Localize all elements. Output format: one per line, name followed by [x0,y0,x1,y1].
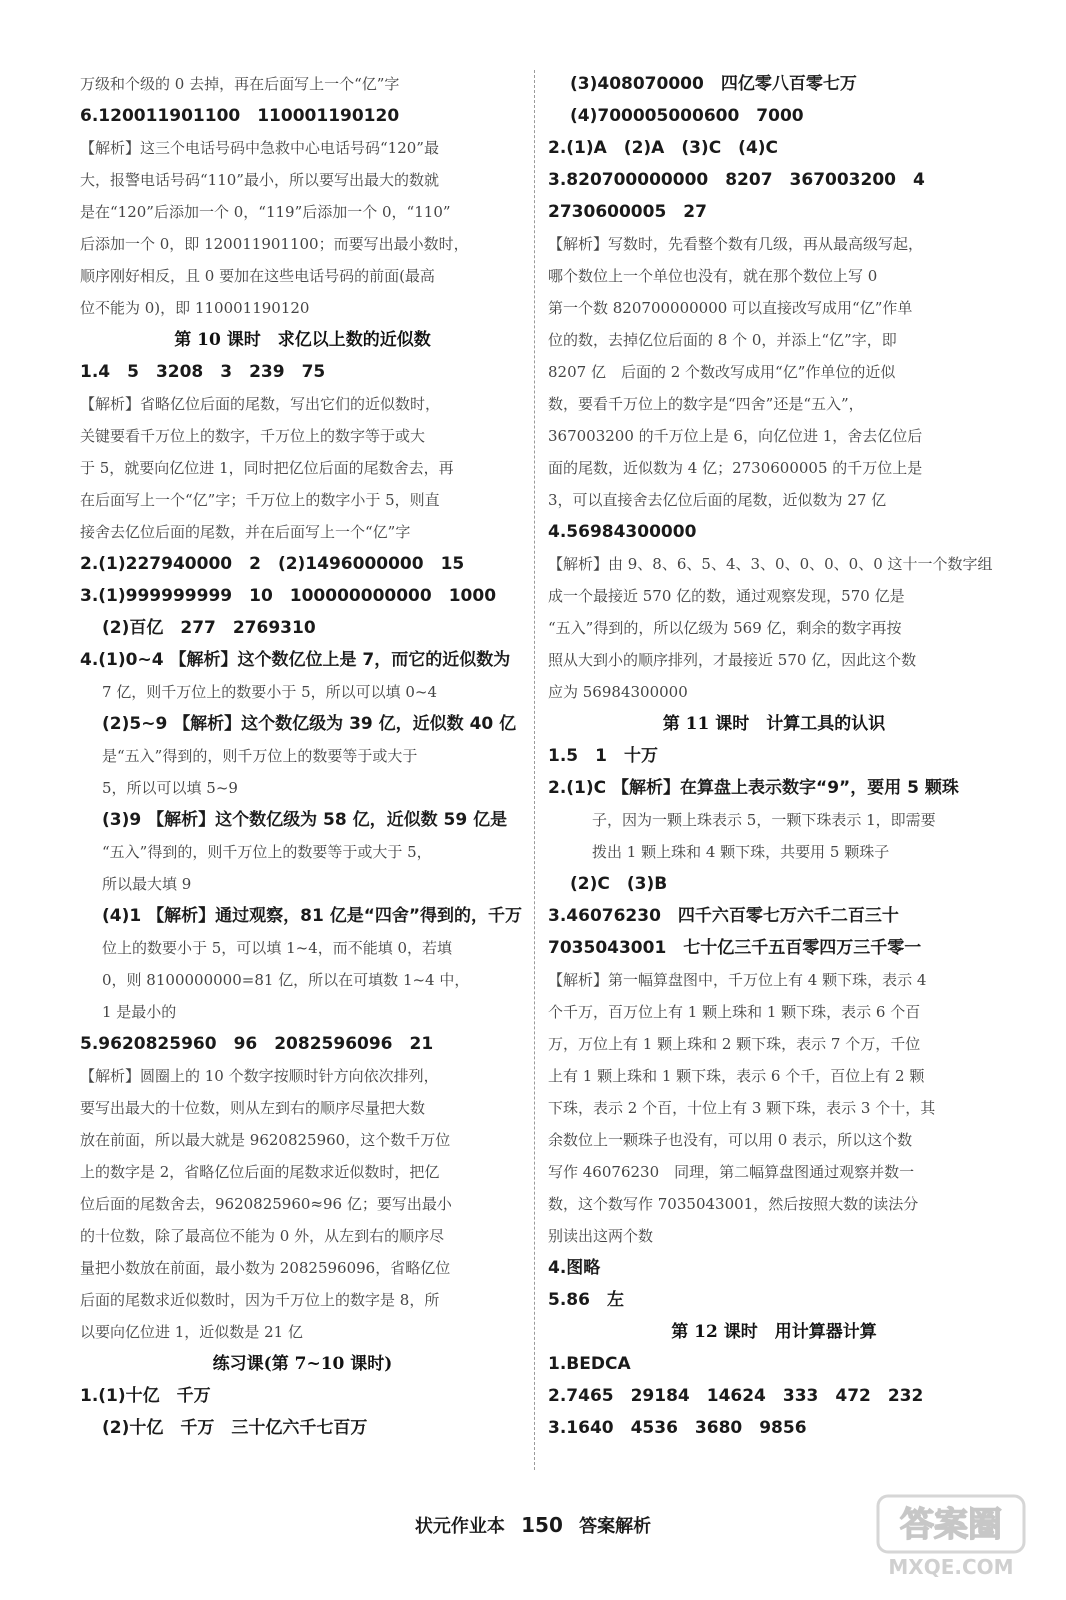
explanation-line: 照从大到小的顺序排列，才最接近 570 亿，因此这个数 [548,651,917,669]
explanation-line: 【解析】省略亿位后面的尾数，写出它们的近似数时， [80,395,441,413]
answer-line: 3.820700000000 8207 367003200 4 [548,170,925,190]
explanation-line: 是“五入”得到的，则千万位上的数要等于或大于 [102,747,418,765]
explanation-line: 位上的数要小于 5，可以填 1~4，而不能填 0，若填 [102,939,453,957]
explanation-line: 的十位数，除了最高位不能为 0 外，从左到右的顺序尽 [80,1227,445,1245]
explanation-line: 哪个数位上一个单位也没有，就在那个数位上写 0 [548,267,878,285]
explanation-line: 0，则 8100000000=81 亿，所以在可填数 1~4 中， [102,971,470,989]
explanation-line: 位后面的尾数舍去，9620825960≈96 亿；要写出最小 [80,1195,452,1213]
explanation-line: 【解析】这三个电话号码中急救中心电话号码“120”最 [80,139,439,157]
answer-line: 4.(1)0~4 【解析】这个数亿位上是 7，而它的近似数为 [80,650,511,670]
explanation-line: 面的尾数，近似数为 4 亿；2730600005 的千万位上是 [548,459,923,477]
section-heading: 第 12 课时 用计算器计算 [671,1322,877,1342]
footer-section-title: 答案解析 [579,1516,652,1537]
explanation-line: 接舍去亿位后面的尾数，并在后面写上一个“亿”字 [80,523,411,541]
answer-line: 4.图略 [548,1258,601,1278]
explanation-line: 成一个最接近 570 亿的数，通过观察发现，570 亿是 [548,587,905,605]
explanation-line: 要写出最大的十位数，则从左到右的顺序尽量把大数 [80,1099,426,1117]
answer-line: 2.(1)A (2)A (3)C (4)C [548,138,779,158]
explanation-line: 5，所以可以填 5~9 [102,779,238,797]
answer-line: 3.1640 4536 3680 9856 [548,1418,807,1438]
explanation-line: 第一个数 820700000000 可以直接改写成用“亿”作单 [548,299,913,317]
answer-line: 2730600005 27 [548,202,707,222]
answer-line: 3.46076230 四千六百零七万六千二百三十 [548,906,899,926]
answer-line: 6.120011901100 110001190120 [80,106,400,126]
section-heading: 第 10 课时 求亿以上数的近似数 [174,330,431,350]
explanation-line: 上有 1 颗上珠和 1 颗下珠，表示 6 个千，百位上有 2 颗 [548,1067,925,1085]
answer-line: (2)百亿 277 2769310 [102,618,316,638]
explanation-line: 拨出 1 颗上珠和 4 颗下珠，共要用 5 颗珠子 [592,843,890,861]
explanation-line: 余数位上一颗珠子也没有，可以用 0 表示，所以这个数 [548,1131,913,1149]
footer-book-title: 状元作业本 [414,1516,505,1537]
watermark-bottom-text: MXQE.COM [888,1555,1014,1579]
explanation-line: 万级和个级的 0 去掉，再在后面写上一个“亿”字 [80,75,400,93]
explanation-line: 位的数，去掉亿位后面的 8 个 0，并添上“亿”字，即 [548,331,897,349]
explanation-line: 量把小数放在前面，最小数为 2082596096，省略亿位 [80,1259,451,1277]
explanation-line: 是在“120”后添加一个 0，“119”后添加一个 0，“110” [80,203,451,221]
explanation-line: “五入”得到的，则千万位上的数要等于或大于 5， [102,843,432,861]
explanation-line: 7 亿，则千万位上的数要小于 5，所以可以填 0~4 [102,683,438,701]
explanation-line: 3，可以直接舍去亿位后面的尾数，近似数为 27 亿 [548,491,887,509]
answer-line: (2)5~9 【解析】这个数亿级为 39 亿，近似数 40 亿 [102,714,517,734]
answer-line: 1.BEDCA [548,1354,631,1374]
explanation-line: 以要向亿位进 1，近似数是 21 亿 [80,1323,303,1341]
explanation-line: 顺序刚好相反，且 0 要加在这些电话号码的前面(最高 [80,267,435,285]
answer-line: (3)408070000 四亿零八百零七万 [570,74,857,94]
explanation-line: 万，万位上有 1 颗上珠和 2 颗下珠，表示 7 个万，千位 [548,1035,921,1053]
answer-line: (3)9 【解析】这个数亿级为 58 亿，近似数 59 亿是 [102,810,508,830]
column-divider [534,70,535,1470]
answer-line: (4)1 【解析】通过观察，81 亿是“四舍”得到的，千万 [102,906,523,926]
answer-line: 3.(1)999999999 10 100000000000 1000 [80,586,497,606]
answer-line: (4)700005000600 7000 [570,106,804,126]
left-column [80,68,525,1444]
explanation-line: 下珠，表示 2 个百，十位上有 3 颗下珠，表示 3 个十，其 [548,1099,936,1117]
answer-line: 1.5 1 十万 [548,746,658,766]
answer-line: 4.56984300000 [548,522,697,542]
explanation-line: 8207 亿 后面的 2 个数改写成用“亿”作单位的近似 [548,363,896,381]
explanation-line: 367003200 的千万位上是 6，向亿位进 1，舍去亿位后 [548,427,923,445]
answer-line: (2)C (3)B [570,874,668,894]
explanation-line: 【解析】由 9、8、6、5、4、3、0、0、0、0、0 这十一个数字组 [548,555,993,573]
explanation-line: 1 是最小的 [102,1003,177,1021]
answer-line: 2.(1)C 【解析】在算盘上表示数字“9”，要用 5 颗珠 [548,778,959,798]
explanation-line: 放在前面，所以最大就是 9620825960，这个数千万位 [80,1131,451,1149]
explanation-line: 写作 46076230 同理，第二幅算盘图通过观察并数一 [548,1163,915,1181]
explanation-line: 数，要看千万位上的数字是“四舍”还是“五入”， [548,395,864,413]
explanation-line: 别读出这两个数 [548,1227,654,1245]
explanation-line: 关键要看千万位上的数字，千万位上的数字等于或大 [80,427,426,445]
explanation-line: 大，报警电话号码“110”最小，所以要写出最大的数就 [80,171,439,189]
explanation-line: 数，这个数写作 7035043001，然后按照大数的读法分 [548,1195,919,1213]
section-heading: 练习课(第 7~10 课时) [212,1354,393,1374]
answer-line: 5.9620825960 96 2082596096 21 [80,1034,434,1054]
explanation-line: 应为 56984300000 [548,683,688,701]
explanation-line: 在后面写上一个“亿”字；千万位上的数字小于 5，则直 [80,491,440,509]
explanation-line: 【解析】圆圈上的 10 个数字按顺时针方向依次排列， [80,1067,439,1085]
answer-line: 1.4 5 3208 3 239 75 [80,362,326,382]
answer-line: 2.7465 29184 14624 333 472 232 [548,1386,924,1406]
explanation-line: 【解析】写数时，先看整个数有几级，再从最高级写起， [548,235,924,253]
explanation-line: “五入”得到的，所以亿级为 569 亿，剩余的数字再按 [548,619,902,637]
explanation-line: 位不能为 0)，即 110001190120 [80,299,310,317]
watermark-top-text: 答案圈 [900,1505,1002,1545]
answer-line: 5.86 左 [548,1290,624,1310]
explanation-line: 于 5，就要向亿位进 1，同时把亿位后面的尾数舍去，再 [80,459,454,477]
right-column [548,68,1000,1444]
explanation-line: 【解析】第一幅算盘图中，千万位上有 4 颗下珠，表示 4 [548,971,927,989]
section-heading: 第 11 课时 计算工具的认识 [662,714,886,734]
watermark-logo [876,1494,1026,1580]
answer-line: 1.(1)十亿 千万 [80,1386,211,1406]
explanation-line: 后添加一个 0，即 120011901100；而要写出最小数时， [80,235,469,253]
explanation-line: 个千万，百万位上有 1 颗上珠和 1 颗下珠，表示 6 个百 [548,1003,921,1021]
answer-line: (2)十亿 千万 三十亿六千七百万 [102,1418,368,1438]
explanation-line: 所以最大填 9 [102,875,192,893]
explanation-line: 子，因为一颗上珠表示 5，一颗下珠表示 1，即需要 [592,811,936,829]
explanation-line: 后面的尾数求近似数时，因为千万位上的数字是 8，所 [80,1291,440,1309]
explanation-line: 上的数字是 2，省略亿位后面的尾数求近似数时，把亿 [80,1163,440,1181]
answer-line: 2.(1)227940000 2 (2)1496000000 15 [80,554,465,574]
answer-line: 7035043001 七十亿三千五百零四万三千零一 [548,938,922,958]
page-number: 150 [521,1513,563,1537]
